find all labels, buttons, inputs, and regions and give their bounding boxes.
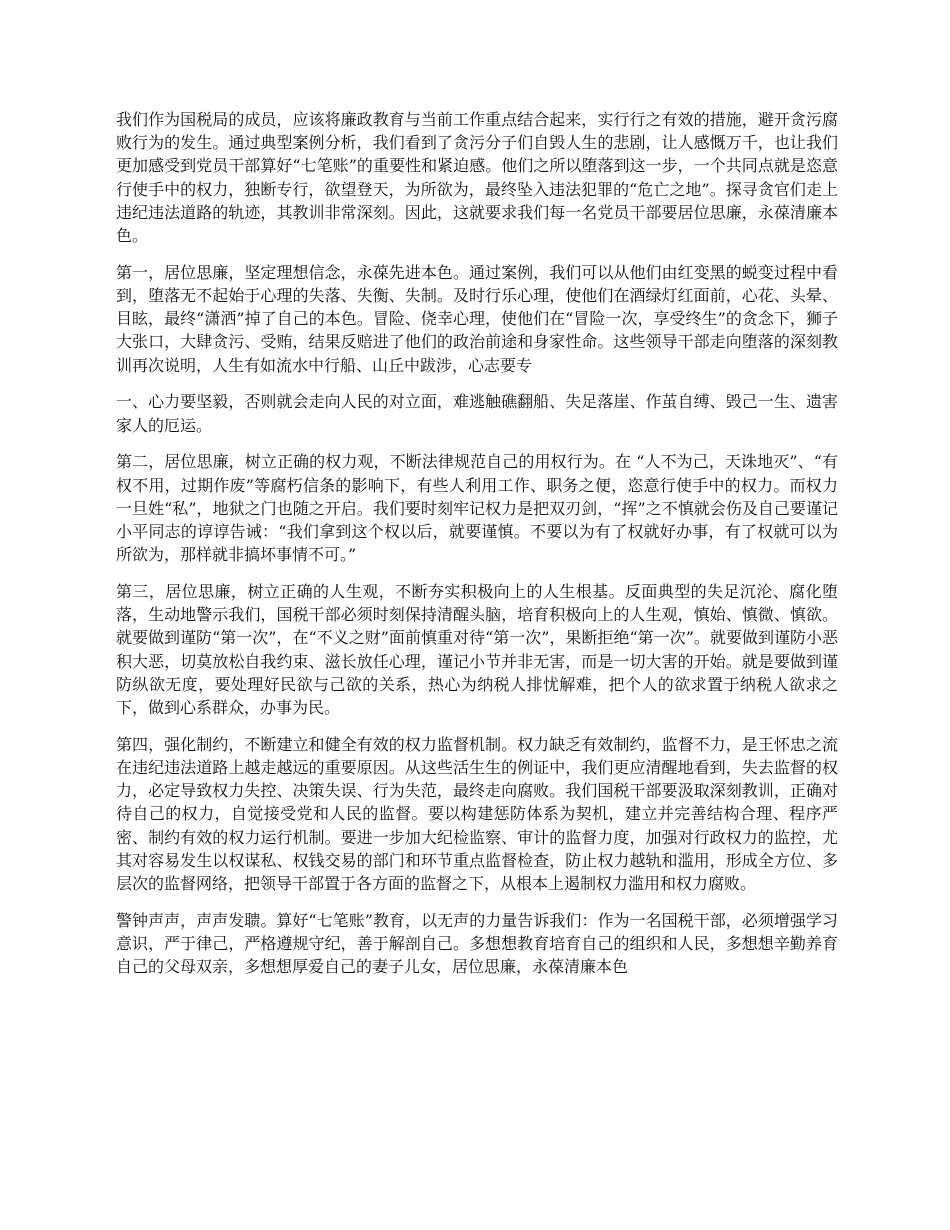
paragraph-first-point-continued: 一、心力要坚毅，否则就会走向人民的对立面，难逃触礁翻船、失足落崖、作茧自缚、毁己一生、遗害家人的厄运。 [116,392,838,435]
paragraph-fourth-point: 第四，强化制约，不断建立和健全有效的权力监督机制。权力缺乏有效制约，监督不力，是王怀忠之流在违纪违法道路上越走越远的重要原因。从这些活生生的例证中，我们更应清醒地看到，失去监督的权力，必定导致权力失控、决策失误、行为失范，最终走向腐败。我们国税干部要汲取深刻教训，正确对待自己的权力，自觉接受党和人民的监督。要以构建惩防体系为契机，建立并完善结构合理、程序严密、制约有效的权力运行机制。要进一步加大纪检监察、审计的监督力度，加强对行政权力的监控，尤其对容易发生以权谋私、权钱交易的部门和环节重点监督检查，防止权力越轨和滥用，形成全方位、多层次的监督网络，把领导干部置于各方面的监督之下，从根本上遏制权力滥用和权力腐败。 [116,734,838,894]
paragraph-intro: 我们作为国税局的成员，应该将廉政教育与当前工作重点结合起来，实行行之有效的措施，避开贪污腐败行为的发生。通过典型案例分析，我们看到了贪污分子们自毁人生的悲剧，让人感慨万千，也让我们更加感受到党员干部算好“七笔账”的重要性和紧迫感。他们之所以堕落到这一步，一个共同点就是恣意行使手中的权力，独断专行，欲望登天，为所欲为，最终坠入违法犯罪的“危亡之地”。探寻贪官们走上违纪违法道路的轨迹，其教训非常深刻。因此，这就要求我们每一名党员干部要居位思廉，永葆清廉本色。 [116,110,838,246]
paragraph-third-point: 第三，居位思廉，树立正确的人生观，不断夯实积极向上的人生根基。反面典型的失足沉沦、腐化堕落，生动地警示我们，国税干部必须时刻保持清醒头脑，培育积极向上的人生观，慎始、慎微、慎欲。就要做到谨防“第一次”，在“不义之财”面前慎重对待“第一次”，果断拒绝“第一次”。就要做到谨防小恶积大恶，切莫放松自我约束、滋长放任心理，谨记小节并非无害，而是一切大害的开始。就是要做到谨防纵欲无度，要处理好民欲与己欲的关系，热心为纳税人排忧解难，把个人的欲求置于纳税人欲求之下，做到心系群众，办事为民。 [116,582,838,718]
paragraph-conclusion: 警钟声声，声声发聩。算好“七笔账”教育，以无声的力量告诉我们：作为一名国税干部，必须增强学习意识，严于律己，严格遵规守纪，善于解剖自己。多想想教育培育自己的组织和人民，多想想辛勤养育自己的父母双亲，多想想厚爱自己的妻子儿女，居位思廉，永葆清廉本色 [116,910,838,977]
paragraph-first-point: 第一，居位思廉，坚定理想信念，永葆先进本色。通过案例，我们可以从他们由红变黑的蜕变过程中看到，堕落无不起始于心理的失落、失衡、失制。及时行乐心理，使他们在酒绿灯红面前，心花、头晕、目眩，最终“潇洒”掉了自己的本色。冒险、侥幸心理，使他们在“冒险一次，享受终生”的贪念下，狮子大张口，大肆贪污、受贿，结果反赔进了他们的政治前途和身家性命。这些领导干部走向堕落的深刻教训再次说明，人生有如流水中行船、山丘中跋涉，心志要专 [116,262,838,375]
paragraph-second-point: 第二，居位思廉，树立正确的权力观，不断法律规范自己的用权行为。在 “人不为己，天诛地灭”、“有权不用，过期作废”等腐朽信条的影响下，有些人利用工作、职务之便，恣意行使手中的权力。而权力一旦姓“私”，地狱之门也随之开启。我们要时刻牢记权力是把双刃剑，“挥”之不慎就会伤及自己要谨记小平同志的谆谆告诫：“我们拿到这个权以后，就要谨慎。不要以为有了权就好办事，有了权就可以为所欲为，那样就非搞坏事情不可。” [116,452,838,565]
document-body [116,108,838,992]
